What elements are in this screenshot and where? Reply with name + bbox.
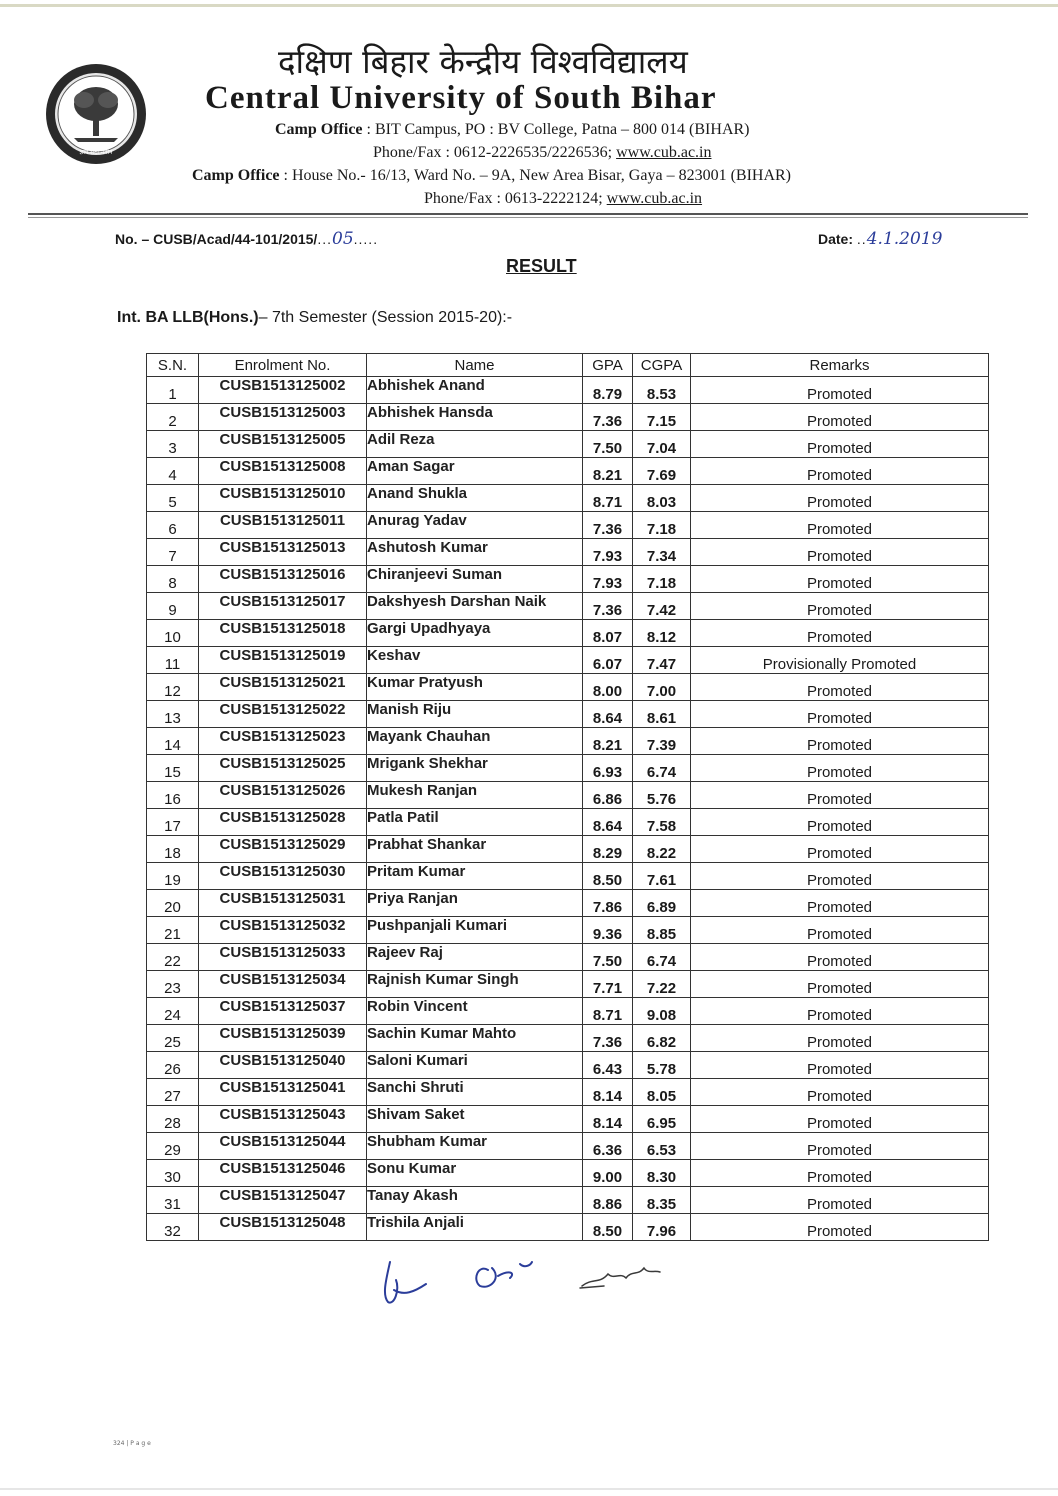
table-row [147, 1214, 989, 1241]
cell-remarks: Promoted [691, 593, 989, 620]
cell-remarks: Promoted [691, 1133, 989, 1160]
header-gpa: GPA [583, 354, 633, 377]
cell-gpa: 7.50 [583, 944, 633, 971]
cell-sn: 27 [147, 1079, 199, 1106]
cell-sn: 21 [147, 917, 199, 944]
office2-phone-line [424, 190, 702, 208]
table-row [147, 566, 989, 593]
signatures [380, 1250, 700, 1320]
cell-sn: 19 [147, 863, 199, 890]
page-number: 324 | P a g e [113, 1440, 151, 1447]
header-enrolment: Enrolment No. [199, 354, 367, 377]
cell-remarks: Promoted [691, 1106, 989, 1133]
cell-remarks: Provisionally Promoted [691, 647, 989, 674]
cell-sn: 18 [147, 836, 199, 863]
cell-gpa: 8.21 [583, 458, 633, 485]
cell-name: Abhishek Anand [367, 377, 583, 404]
cell-gpa: 8.71 [583, 485, 633, 512]
cell-name: Gargi Upadhyaya [367, 620, 583, 647]
table-row [147, 890, 989, 917]
cell-gpa: 8.14 [583, 1106, 633, 1133]
signature-3-icon [580, 1268, 660, 1288]
reference-number: No. – CUSB/Acad/44-101/2015/...05..... [115, 229, 379, 249]
cell-name: Robin Vincent [367, 998, 583, 1025]
cell-cgpa: 8.53 [633, 377, 691, 404]
cell-cgpa: 7.47 [633, 647, 691, 674]
cell-enrolment: CUSB1513125041 [199, 1079, 367, 1106]
cell-remarks: Promoted [691, 1214, 989, 1241]
cell-enrolment: CUSB1513125033 [199, 944, 367, 971]
table-row [147, 431, 989, 458]
header-name: Name [367, 354, 583, 377]
cell-gpa: 7.71 [583, 971, 633, 998]
signature-2-icon [476, 1262, 532, 1287]
office2-website-link[interactable]: www.cub.ac.in [606, 190, 703, 207]
cell-name: Anurag Yadav [367, 512, 583, 539]
cell-sn: 4 [147, 458, 199, 485]
cell-name: Sonu Kumar [367, 1160, 583, 1187]
camp-office-label: Camp Office [275, 121, 363, 138]
table-row [147, 458, 989, 485]
office2-address: : House No.- 16/13, Ward No. – 9A, New Area Bisar, Gaya – 823001 (BIHAR) [283, 167, 791, 184]
cell-name: Adil Reza [367, 431, 583, 458]
cell-name: Sanchi Shruti [367, 1079, 583, 1106]
cell-gpa: 8.14 [583, 1079, 633, 1106]
cell-enrolment: CUSB1513125013 [199, 539, 367, 566]
cell-sn: 11 [147, 647, 199, 674]
cell-remarks: Promoted [691, 701, 989, 728]
table-row [147, 1079, 989, 1106]
cell-cgpa: 7.00 [633, 674, 691, 701]
cell-gpa: 6.43 [583, 1052, 633, 1079]
cell-cgpa: 7.42 [633, 593, 691, 620]
cell-name: Mukesh Ranjan [367, 782, 583, 809]
cell-name: Sachin Kumar Mahto [367, 1025, 583, 1052]
cell-enrolment: CUSB1513125034 [199, 971, 367, 998]
document-date: Date: ..4.1.2019 [818, 229, 943, 249]
table-row [147, 944, 989, 971]
cell-sn: 1 [147, 377, 199, 404]
reference-label: No. – CUSB/Acad/44-101/2015/ [115, 231, 318, 247]
table-row [147, 1133, 989, 1160]
top-scan-edge [0, 4, 1058, 7]
cell-gpa: 8.21 [583, 728, 633, 755]
cell-gpa: 8.79 [583, 377, 633, 404]
cell-sn: 8 [147, 566, 199, 593]
cell-name: Shivam Saket [367, 1106, 583, 1133]
cell-enrolment: CUSB1513125021 [199, 674, 367, 701]
cell-enrolment: CUSB1513125011 [199, 512, 367, 539]
cell-remarks: Promoted [691, 1160, 989, 1187]
cell-gpa: 6.36 [583, 1133, 633, 1160]
cell-remarks: Promoted [691, 728, 989, 755]
table-row [147, 863, 989, 890]
cell-name: Trishila Anjali [367, 1214, 583, 1241]
cell-remarks: Promoted [691, 512, 989, 539]
cell-remarks: Promoted [691, 971, 989, 998]
cell-sn: 12 [147, 674, 199, 701]
cell-cgpa: 7.04 [633, 431, 691, 458]
university-logo-icon [44, 62, 148, 166]
cell-enrolment: CUSB1513125008 [199, 458, 367, 485]
table-row [147, 998, 989, 1025]
reference-handwritten: 05 [332, 229, 354, 249]
cell-gpa: 8.29 [583, 836, 633, 863]
cell-sn: 32 [147, 1214, 199, 1241]
result-table [146, 353, 989, 1241]
cell-gpa: 8.71 [583, 998, 633, 1025]
cell-cgpa: 6.95 [633, 1106, 691, 1133]
cell-gpa: 8.50 [583, 863, 633, 890]
cell-gpa: 6.07 [583, 647, 633, 674]
date-handwritten: 4.1.2019 [866, 229, 943, 249]
program-name: Int. BA LLB(Hons.) [117, 309, 259, 326]
table-row [147, 836, 989, 863]
table-row [147, 1187, 989, 1214]
cell-name: Patla Patil [367, 809, 583, 836]
bottom-scan-edge [0, 1488, 1058, 1490]
cell-sn: 28 [147, 1106, 199, 1133]
cell-cgpa: 7.61 [633, 863, 691, 890]
cell-cgpa: 8.22 [633, 836, 691, 863]
cell-cgpa: 8.30 [633, 1160, 691, 1187]
table-row [147, 1160, 989, 1187]
cell-sn: 5 [147, 485, 199, 512]
cell-cgpa: 7.15 [633, 404, 691, 431]
cell-enrolment: CUSB1513125044 [199, 1133, 367, 1160]
table-row [147, 728, 989, 755]
cell-name: Chiranjeevi Suman [367, 566, 583, 593]
cell-remarks: Promoted [691, 1187, 989, 1214]
cell-cgpa: 5.76 [633, 782, 691, 809]
header-divider-thin [28, 217, 1028, 218]
cell-remarks: Promoted [691, 755, 989, 782]
cell-remarks: Promoted [691, 620, 989, 647]
cell-gpa: 7.50 [583, 431, 633, 458]
cell-sn: 2 [147, 404, 199, 431]
cell-enrolment: CUSB1513125016 [199, 566, 367, 593]
cell-cgpa: 7.58 [633, 809, 691, 836]
cell-gpa: 8.64 [583, 701, 633, 728]
table-row [147, 782, 989, 809]
cell-sn: 10 [147, 620, 199, 647]
cell-name: Rajeev Raj [367, 944, 583, 971]
table-row [147, 917, 989, 944]
cell-remarks: Promoted [691, 674, 989, 701]
cell-remarks: Promoted [691, 836, 989, 863]
office1-phone-line [373, 144, 711, 162]
cell-remarks: Promoted [691, 863, 989, 890]
header-remarks: Remarks [691, 354, 989, 377]
cell-name: Manish Riju [367, 701, 583, 728]
cell-enrolment: CUSB1513125017 [199, 593, 367, 620]
cell-cgpa: 7.96 [633, 1214, 691, 1241]
cell-enrolment: CUSB1513125003 [199, 404, 367, 431]
cell-sn: 26 [147, 1052, 199, 1079]
cell-gpa: 9.36 [583, 917, 633, 944]
cell-name: Aman Sagar [367, 458, 583, 485]
cell-sn: 16 [147, 782, 199, 809]
cell-gpa: 8.07 [583, 620, 633, 647]
cell-enrolment: CUSB1513125040 [199, 1052, 367, 1079]
cell-name: Ashutosh Kumar [367, 539, 583, 566]
cell-cgpa: 8.61 [633, 701, 691, 728]
office1-phone: Phone/Fax : 0612-2226535/2226536; [373, 144, 617, 161]
cell-cgpa: 6.74 [633, 944, 691, 971]
table-row [147, 1052, 989, 1079]
cell-enrolment: CUSB1513125043 [199, 1106, 367, 1133]
cell-cgpa: 7.18 [633, 566, 691, 593]
cell-cgpa: 8.85 [633, 917, 691, 944]
cell-name: Dakshyesh Darshan Naik [367, 593, 583, 620]
cell-remarks: Promoted [691, 1079, 989, 1106]
cell-remarks: Promoted [691, 377, 989, 404]
cell-remarks: Promoted [691, 431, 989, 458]
cell-enrolment: CUSB1513125047 [199, 1187, 367, 1214]
table-row [147, 674, 989, 701]
cell-enrolment: CUSB1513125032 [199, 917, 367, 944]
cell-cgpa: 6.74 [633, 755, 691, 782]
camp-office-label-2: Camp Office [192, 167, 280, 184]
cell-remarks: Promoted [691, 566, 989, 593]
table-row [147, 971, 989, 998]
cell-sn: 13 [147, 701, 199, 728]
cell-sn: 17 [147, 809, 199, 836]
cell-cgpa: 7.34 [633, 539, 691, 566]
result-table-body [147, 377, 989, 1241]
cell-gpa: 8.86 [583, 1187, 633, 1214]
cell-remarks: Promoted [691, 1025, 989, 1052]
cell-remarks: Promoted [691, 944, 989, 971]
cell-sn: 7 [147, 539, 199, 566]
office1-website-link[interactable]: www.cub.ac.in [616, 144, 712, 161]
cell-sn: 6 [147, 512, 199, 539]
cell-cgpa: 6.82 [633, 1025, 691, 1052]
table-row [147, 620, 989, 647]
cell-name: Priya Ranjan [367, 890, 583, 917]
cell-enrolment: CUSB1513125039 [199, 1025, 367, 1052]
cell-remarks: Promoted [691, 458, 989, 485]
cell-name: Kumar Pratyush [367, 674, 583, 701]
cell-enrolment: CUSB1513125010 [199, 485, 367, 512]
cell-remarks: Promoted [691, 485, 989, 512]
office2-address-line [192, 167, 791, 185]
office1-address-line [275, 121, 750, 139]
cell-enrolment: CUSB1513125022 [199, 701, 367, 728]
cell-name: Mrigank Shekhar [367, 755, 583, 782]
cell-gpa: 8.00 [583, 674, 633, 701]
cell-enrolment: CUSB1513125019 [199, 647, 367, 674]
cell-gpa: 7.36 [583, 404, 633, 431]
cell-enrolment: CUSB1513125029 [199, 836, 367, 863]
cell-enrolment: CUSB1513125002 [199, 377, 367, 404]
header-sn: S.N. [147, 354, 199, 377]
cell-enrolment: CUSB1513125048 [199, 1214, 367, 1241]
cell-cgpa: 5.78 [633, 1052, 691, 1079]
cell-enrolment: CUSB1513125025 [199, 755, 367, 782]
cell-cgpa: 7.18 [633, 512, 691, 539]
cell-enrolment: CUSB1513125023 [199, 728, 367, 755]
cell-gpa: 7.36 [583, 1025, 633, 1052]
table-row [147, 377, 989, 404]
cell-remarks: Promoted [691, 998, 989, 1025]
cell-sn: 29 [147, 1133, 199, 1160]
cell-name: Anand Shukla [367, 485, 583, 512]
cell-name: Pritam Kumar [367, 863, 583, 890]
cell-enrolment: CUSB1513125018 [199, 620, 367, 647]
cell-enrolment: CUSB1513125046 [199, 1160, 367, 1187]
cell-enrolment: CUSB1513125030 [199, 863, 367, 890]
cell-cgpa: 8.35 [633, 1187, 691, 1214]
cell-remarks: Promoted [691, 1052, 989, 1079]
cell-name: Rajnish Kumar Singh [367, 971, 583, 998]
date-label: Date: [818, 231, 854, 247]
cell-gpa: 8.64 [583, 809, 633, 836]
cell-cgpa: 7.39 [633, 728, 691, 755]
table-row [147, 593, 989, 620]
cell-sn: 30 [147, 1160, 199, 1187]
cell-sn: 22 [147, 944, 199, 971]
cell-sn: 15 [147, 755, 199, 782]
cell-cgpa: 8.12 [633, 620, 691, 647]
cell-cgpa: 6.53 [633, 1133, 691, 1160]
cell-sn: 25 [147, 1025, 199, 1052]
program-subheading [117, 309, 512, 327]
cell-cgpa: 9.08 [633, 998, 691, 1025]
cell-sn: 9 [147, 593, 199, 620]
cell-gpa: 6.93 [583, 755, 633, 782]
cell-enrolment: CUSB1513125037 [199, 998, 367, 1025]
cell-gpa: 7.86 [583, 890, 633, 917]
cell-sn: 14 [147, 728, 199, 755]
cell-gpa: 9.00 [583, 1160, 633, 1187]
cell-sn: 31 [147, 1187, 199, 1214]
cell-gpa: 7.36 [583, 512, 633, 539]
cell-remarks: Promoted [691, 539, 989, 566]
cell-remarks: Promoted [691, 404, 989, 431]
cell-name: Tanay Akash [367, 1187, 583, 1214]
result-heading: RESULT [506, 256, 577, 276]
cell-remarks: Promoted [691, 890, 989, 917]
cell-sn: 23 [147, 971, 199, 998]
cell-name: Mayank Chauhan [367, 728, 583, 755]
cell-cgpa: 6.89 [633, 890, 691, 917]
cell-cgpa: 7.69 [633, 458, 691, 485]
hindi-university-name: दक्षिण बिहार केन्द्रीय विश्वविद्यालय [278, 42, 688, 81]
svg-text:ज्ञान सदा नवीन: ज्ञान सदा नवीन [79, 149, 113, 156]
cell-remarks: Promoted [691, 782, 989, 809]
cell-sn: 20 [147, 890, 199, 917]
cell-remarks: Promoted [691, 809, 989, 836]
cell-name: Saloni Kumari [367, 1052, 583, 1079]
cell-gpa: 7.36 [583, 593, 633, 620]
cell-remarks: Promoted [691, 917, 989, 944]
header-divider [28, 213, 1028, 215]
cell-cgpa: 8.03 [633, 485, 691, 512]
cell-sn: 3 [147, 431, 199, 458]
cell-enrolment: CUSB1513125031 [199, 890, 367, 917]
header-cgpa: CGPA [633, 354, 691, 377]
office1-address: : BIT Campus, PO : BV College, Patna – 800 014 (BIHAR) [366, 121, 750, 138]
cell-gpa: 6.86 [583, 782, 633, 809]
signature-1-icon [385, 1262, 426, 1303]
cell-cgpa: 7.22 [633, 971, 691, 998]
table-row [147, 539, 989, 566]
english-university-name: Central University of South Bihar [205, 80, 717, 116]
cell-name: Prabhat Shankar [367, 836, 583, 863]
cell-gpa: 7.93 [583, 566, 633, 593]
table-header-row [147, 354, 989, 377]
table-row [147, 755, 989, 782]
cell-enrolment: CUSB1513125005 [199, 431, 367, 458]
cell-gpa: 7.93 [583, 539, 633, 566]
cell-sn: 24 [147, 998, 199, 1025]
cell-gpa: 8.50 [583, 1214, 633, 1241]
semester-session: – 7th Semester (Session 2015-20):- [258, 309, 513, 326]
table-row [147, 512, 989, 539]
cell-name: Keshav [367, 647, 583, 674]
cell-enrolment: CUSB1513125026 [199, 782, 367, 809]
cell-name: Abhishek Hansda [367, 404, 583, 431]
table-row [147, 647, 989, 674]
table-row [147, 701, 989, 728]
cell-name: Pushpanjali Kumari [367, 917, 583, 944]
cell-cgpa: 8.05 [633, 1079, 691, 1106]
table-row [147, 404, 989, 431]
table-row [147, 809, 989, 836]
cell-enrolment: CUSB1513125028 [199, 809, 367, 836]
table-row [147, 1025, 989, 1052]
table-row [147, 1106, 989, 1133]
table-row [147, 485, 989, 512]
office2-phone: Phone/Fax : 0613-2222124; [424, 190, 607, 207]
cell-name: Shubham Kumar [367, 1133, 583, 1160]
